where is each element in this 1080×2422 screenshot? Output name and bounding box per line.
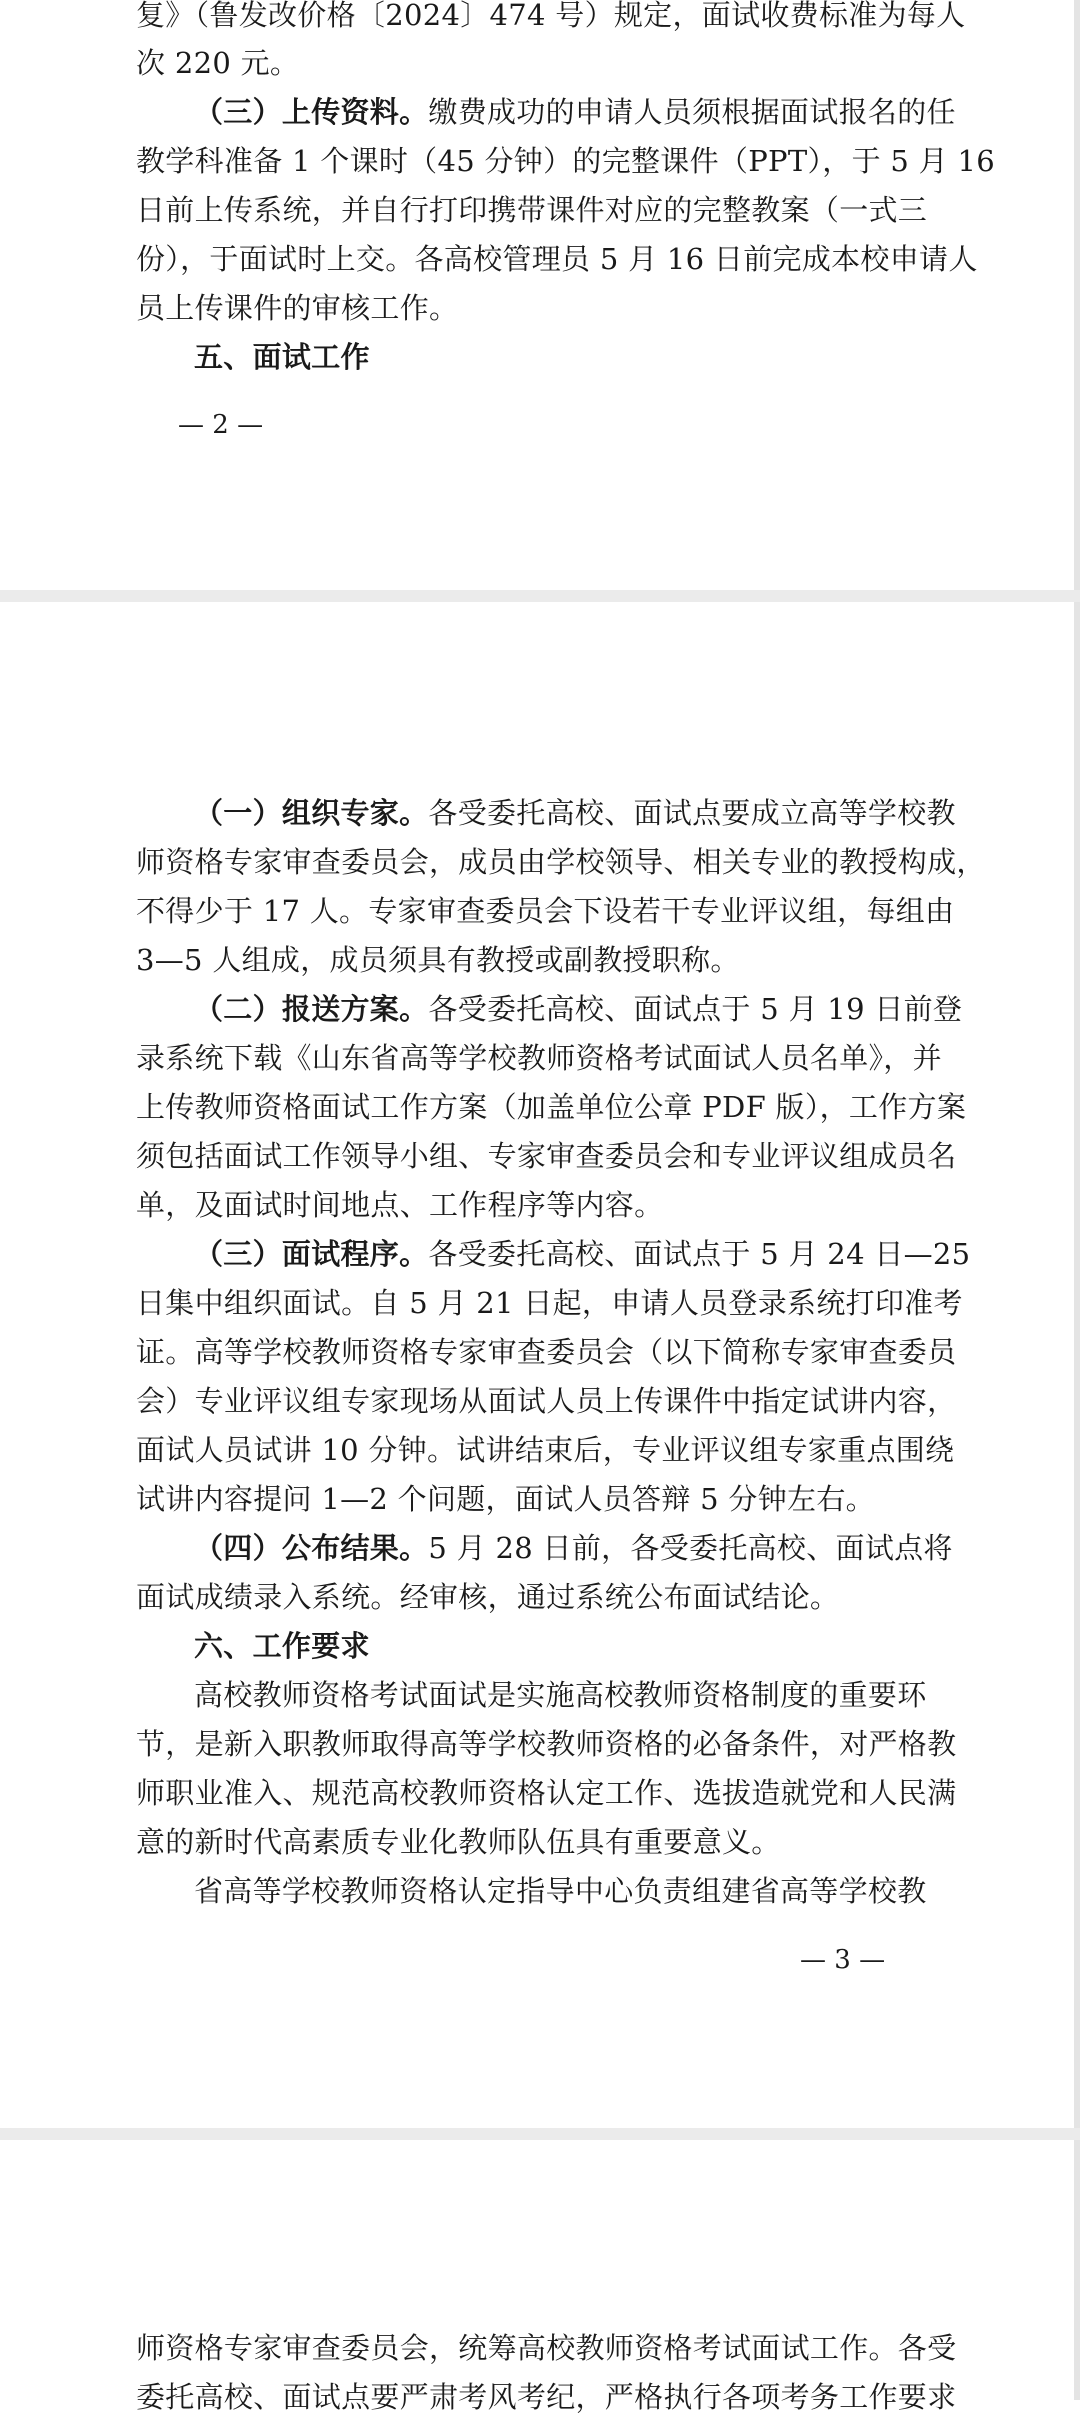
document-page [0, 0, 1080, 590]
page-number: — 2 — [178, 410, 264, 440]
text-line: 上传教师资格面试工作方案（加盖单位公章 PDF 版），工作方案 [136, 1090, 967, 1124]
text-line: 面试成绩录入系统。经审核，通过系统公布面试结论。 [136, 1580, 840, 1614]
section-heading: 六、工作要求 [194, 1629, 370, 1663]
paragraph-upload-materials [194, 87, 956, 137]
text-line: 委托高校、面试点要严肃考风考纪，严格执行各项考务工作要求 [136, 2380, 957, 2414]
text-line: 高校教师资格考试面试是实施高校教师资格制度的重要环 [194, 1678, 927, 1712]
text-line: 试讲内容提问 1—2 个问题，面试人员答辩 5 分钟左右。 [136, 1482, 875, 1516]
text-line: 份），于面试时上交。各高校管理员 5 月 16 日前完成本校申请人 [136, 242, 978, 276]
paragraph-title: （二）报送方案。 [194, 992, 429, 1026]
paragraph-publish-results [194, 1523, 953, 1573]
paragraph-title: （一）组织专家。 [194, 796, 429, 830]
text-line: 省高等学校教师资格认定指导中心负责组建省高等学校教 [194, 1874, 927, 1908]
text-line: 录系统下载《山东省高等学校教师资格考试面试人员名单》，并 [136, 1041, 942, 1075]
text-line: 节，是新入职教师取得高等学校教师资格的必备条件，对严格教 [136, 1727, 957, 1761]
text-line: 教学科准备 1 个课时（45 分钟）的完整课件（PPT），于 5 月 16 [136, 144, 995, 178]
text-line: 3—5 人组成，成员须具有教授或副教授职称。 [136, 943, 740, 977]
text-line: 不得少于 17 人。专家审查委员会下设若干专业评议组，每组由 [136, 894, 955, 928]
section-heading: 五、面试工作 [194, 340, 370, 374]
paragraph-submit-plan [194, 984, 963, 1034]
text-line: 面试人员试讲 10 分钟。试讲结束后，专业评议组专家重点围绕 [136, 1433, 955, 1467]
text-line: 师资格专家审查委员会，统筹高校教师资格考试面试工作。各受 [136, 2331, 957, 2365]
page-number: — 3 — [800, 1945, 886, 1975]
text-line: 单，及面试时间地点、工作程序等内容。 [136, 1188, 664, 1222]
paragraph-text: 各受委托高校、面试点于 5 月 24 日—25 [428, 1237, 971, 1271]
text-line: 意的新时代高素质专业化教师队伍具有重要意义。 [136, 1825, 781, 1859]
text-line: 会）专业评议组专家现场从面试人员上传课件中指定试讲内容， [136, 1384, 957, 1418]
paragraph-title: （四）公布结果。 [194, 1531, 429, 1565]
text-line: 师职业准入、规范高校教师资格认定工作、选拔造就党和人民满 [136, 1776, 957, 1810]
paragraph-text: 各受委托高校、面试点于 5 月 19 日前登 [428, 992, 963, 1026]
paragraph-text: 缴费成功的申请人员须根据面试报名的任 [428, 95, 956, 129]
document-page [0, 2140, 1080, 2414]
paragraph-title: （三）上传资料。 [194, 95, 429, 129]
paragraph-text: 各受委托高校、面试点要成立高等学校教 [428, 796, 956, 830]
text-line: 须包括面试工作领导小组、专家审查委员会和专业评议组成员名 [136, 1139, 957, 1173]
text-line: 次 220 元。 [136, 46, 300, 80]
text-line: 员上传课件的审核工作。 [136, 291, 459, 325]
paragraph-text: 5 月 28 日前，各受委托高校、面试点将 [428, 1531, 953, 1565]
paragraph-organize-experts [194, 788, 956, 838]
text-line: 师资格专家审查委员会，成员由学校领导、相关专业的教授构成， [136, 845, 986, 879]
paragraph-title: （三）面试程序。 [194, 1237, 429, 1271]
text-line: 日前上传系统，并自行打印携带课件对应的完整教案（一式三 [136, 193, 928, 227]
paragraph-interview-procedure [194, 1229, 971, 1279]
text-line: 证。高等学校教师资格专家审查委员会（以下简称专家审查委员 [136, 1335, 957, 1369]
text-line: 复》（鲁发改价格〔2024〕474 号）规定，面试收费标准为每人 [136, 0, 966, 32]
text-line: 日集中组织面试。自 5 月 21 日起，申请人员登录系统打印准考 [136, 1286, 963, 1320]
document-page [0, 602, 1080, 2128]
